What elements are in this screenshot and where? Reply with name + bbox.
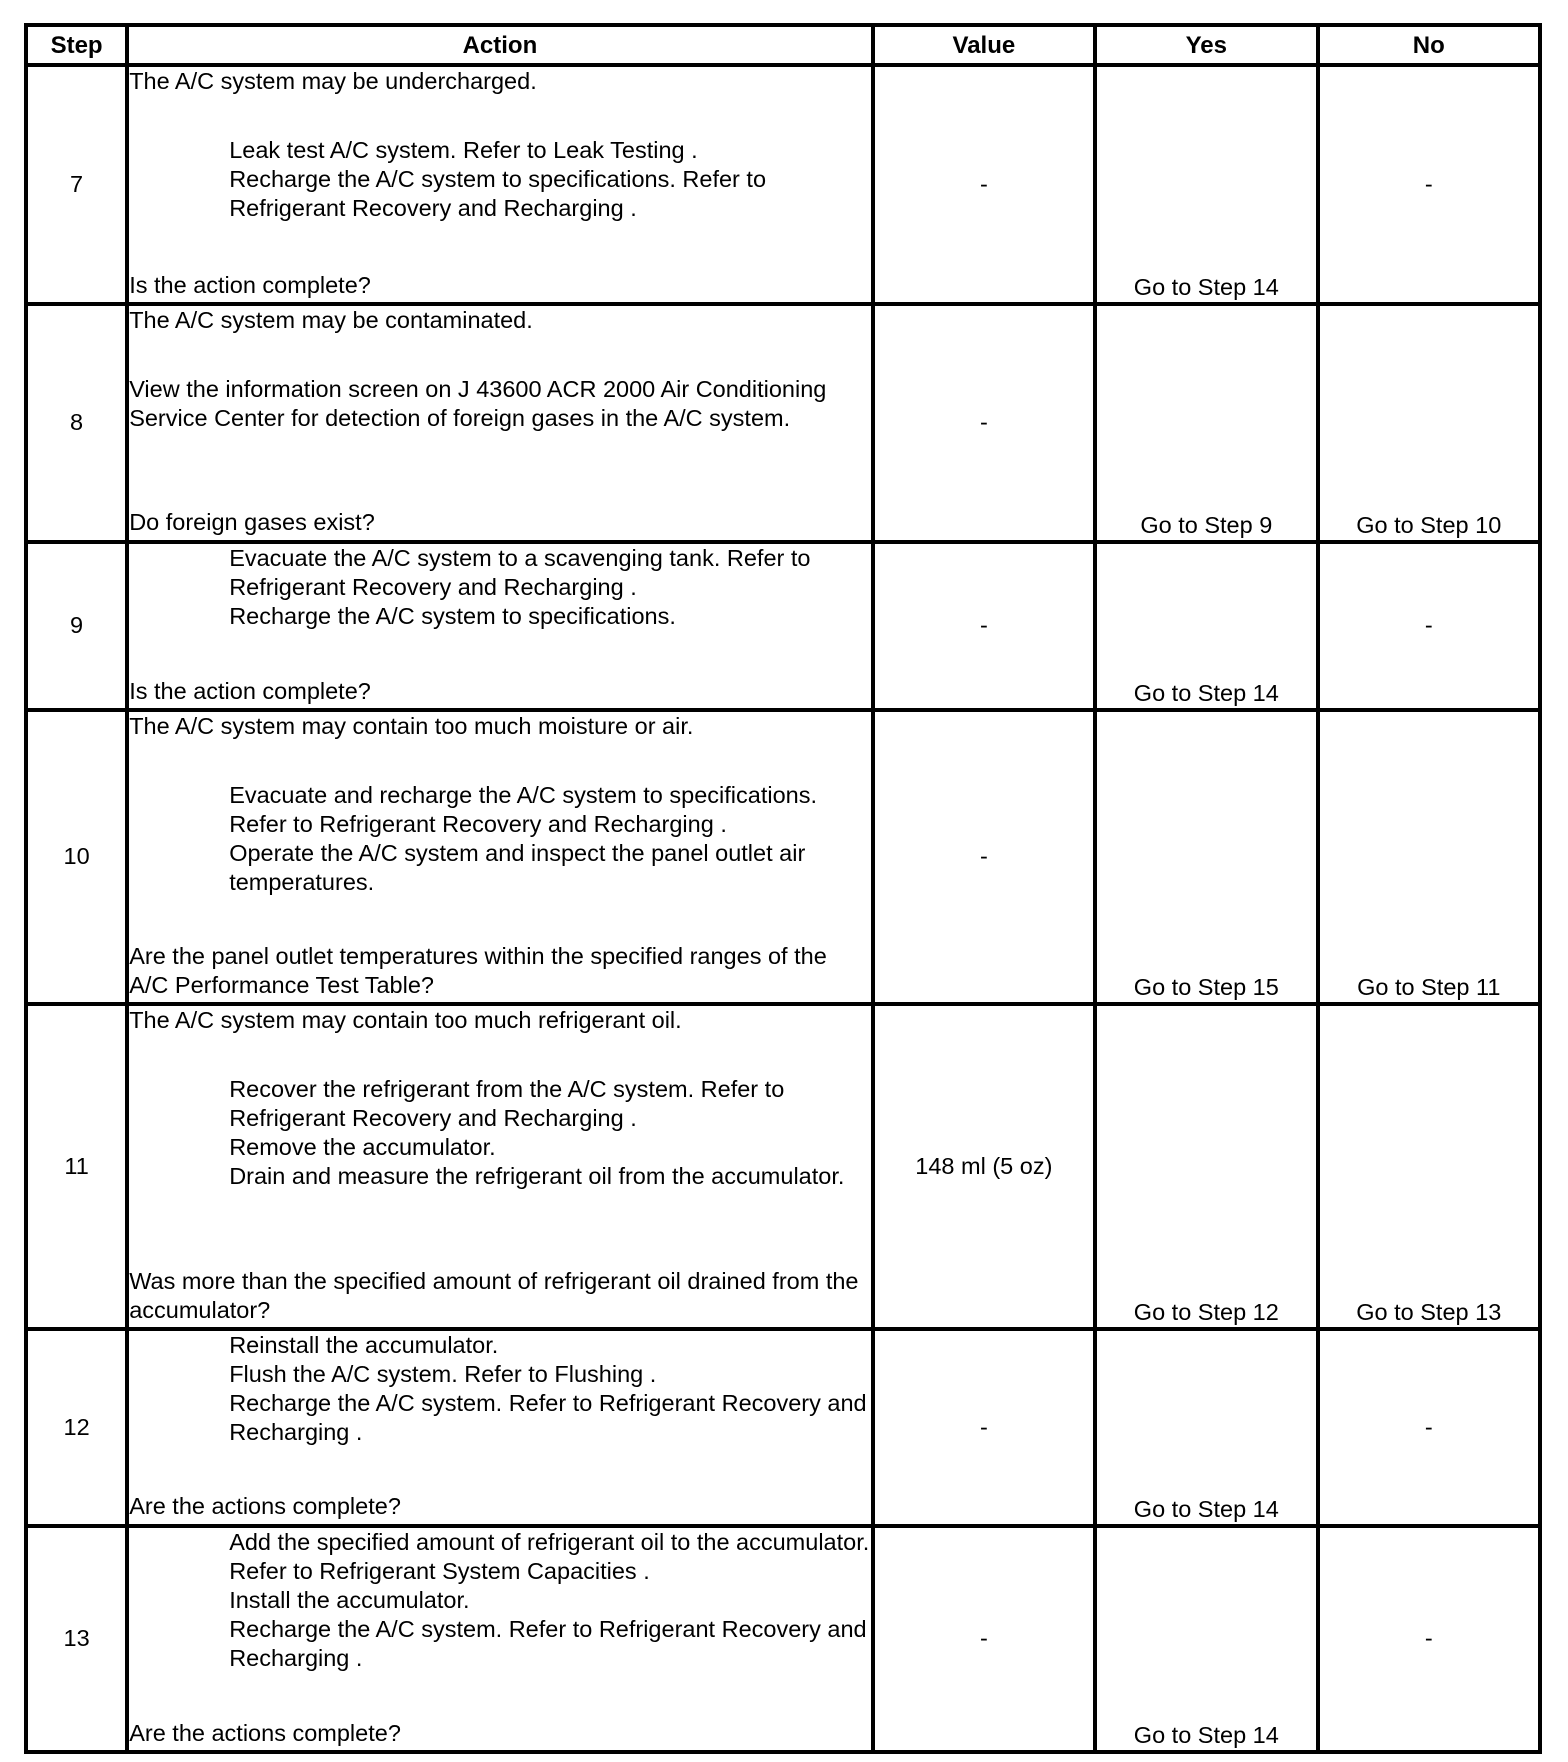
action-step: Flush the A/C system. Refer to Flushing . (229, 1361, 657, 1388)
step-number: 10 (26, 710, 127, 1004)
table-row (26, 1329, 1540, 1525)
action-steps (129, 1528, 870, 1673)
action-steps (129, 1075, 870, 1191)
action-steps (129, 544, 870, 631)
action-question: Do foreign gases exist? (129, 509, 375, 536)
value-cell: - (873, 1526, 1095, 1752)
header-yes: Yes (1095, 25, 1317, 65)
no-cell: - (1318, 1329, 1540, 1525)
no-cell: - (1318, 65, 1540, 304)
action-step: Recharge the A/C system. Refer to Refrigerant Recovery and Recharging . (229, 1615, 867, 1671)
step-number: 11 (26, 1004, 127, 1329)
yes-cell: Go to Step 12 (1095, 1004, 1317, 1329)
no-cell: - (1318, 1526, 1540, 1752)
action-step: Evacuate and recharge the A/C system to specifications. Refer to Refrigerant Recovery and Recharging . (229, 781, 817, 837)
yes-cell: Go to Step 14 (1095, 65, 1317, 304)
action-cell (127, 542, 872, 710)
action-step: Recharge the A/C system. Refer to Refrigerant Recovery and Recharging . (229, 1390, 867, 1446)
action-cell (127, 1004, 872, 1329)
step-number: 13 (26, 1526, 127, 1752)
action-step: Recharge the A/C system to specifications. Refer to Refrigerant Recovery and Recharging . (229, 166, 767, 221)
table-row (26, 1004, 1540, 1329)
action-question: Are the panel outlet temperatures within the specified ranges of the A/C Performance Test Table? (129, 942, 827, 998)
header-no: No (1318, 25, 1540, 65)
header-value: Value (873, 25, 1095, 65)
action-body: View the information screen on J 43600 ACR 2000 Air Conditioning Service Center for detection of foreign gases in the A/C system. (129, 376, 827, 432)
action-step: Operate the A/C system and inspect the panel outlet air temperatures. (229, 839, 806, 895)
table-row (26, 65, 1540, 304)
table-row (26, 710, 1540, 1004)
value-cell: 148 ml (5 oz) (873, 1004, 1095, 1329)
yes-cell: Go to Step 14 (1095, 1329, 1317, 1525)
value-cell: - (873, 304, 1095, 541)
no-cell: Go to Step 10 (1318, 304, 1540, 541)
value-cell: - (873, 710, 1095, 1004)
action-steps (129, 1331, 870, 1447)
header-step: Step (26, 25, 127, 65)
header-row (26, 25, 1540, 65)
table-row (26, 542, 1540, 710)
yes-cell: Go to Step 15 (1095, 710, 1317, 1004)
action-intro: The A/C system may contain too much moisture or air. (129, 712, 694, 739)
action-step: Drain and measure the refrigerant oil from the accumulator. (229, 1163, 845, 1190)
action-intro: The A/C system may be contaminated. (129, 307, 533, 334)
step-number: 8 (26, 304, 127, 541)
action-cell (127, 710, 872, 1004)
action-step: Remove the accumulator. (229, 1134, 496, 1161)
step-number: 9 (26, 542, 127, 710)
action-question: Are the actions complete? (129, 1493, 401, 1520)
header-action: Action (127, 25, 872, 65)
no-cell: Go to Step 11 (1318, 710, 1540, 1004)
yes-cell: Go to Step 14 (1095, 542, 1317, 710)
action-intro: The A/C system may be undercharged. (129, 68, 537, 94)
action-step: Add the specified amount of refrigerant oil to the accumulator. Refer to Refrigerant System Capacities . (229, 1528, 870, 1584)
action-step: Leak test A/C system. Refer to Leak Testing . (229, 137, 698, 163)
yes-cell: Go to Step 9 (1095, 304, 1317, 541)
action-steps (129, 136, 870, 223)
action-cell (127, 65, 872, 304)
diagnostic-table (24, 23, 1542, 1754)
action-step: Recover the refrigerant from the A/C system. Refer to Refrigerant Recovery and Recharging . (229, 1076, 785, 1132)
value-cell: - (873, 542, 1095, 710)
yes-cell: Go to Step 14 (1095, 1526, 1317, 1752)
action-cell (127, 1526, 872, 1752)
no-cell: - (1318, 542, 1540, 710)
action-question: Is the action complete? (129, 272, 371, 298)
action-cell (127, 1329, 872, 1525)
action-question: Was more than the specified amount of refrigerant oil drained from the accumulator? (129, 1268, 859, 1324)
action-step: Evacuate the A/C system to a scavenging tank. Refer to Refrigerant Recovery and Recharging . (229, 544, 811, 600)
action-steps (129, 781, 870, 897)
action-question: Are the actions complete? (129, 1719, 401, 1746)
step-number: 7 (26, 65, 127, 304)
action-intro: The A/C system may contain too much refrigerant oil. (129, 1007, 682, 1034)
no-cell: Go to Step 13 (1318, 1004, 1540, 1329)
table-row (26, 1526, 1540, 1752)
step-number: 12 (26, 1329, 127, 1525)
value-cell: - (873, 1329, 1095, 1525)
action-step: Recharge the A/C system to specifications. (229, 602, 676, 629)
table-row (26, 304, 1540, 541)
action-cell (127, 304, 872, 541)
action-step: Reinstall the accumulator. (229, 1332, 499, 1359)
action-question: Is the action complete? (129, 677, 371, 704)
value-cell: - (873, 65, 1095, 304)
action-step: Install the accumulator. (229, 1586, 470, 1613)
